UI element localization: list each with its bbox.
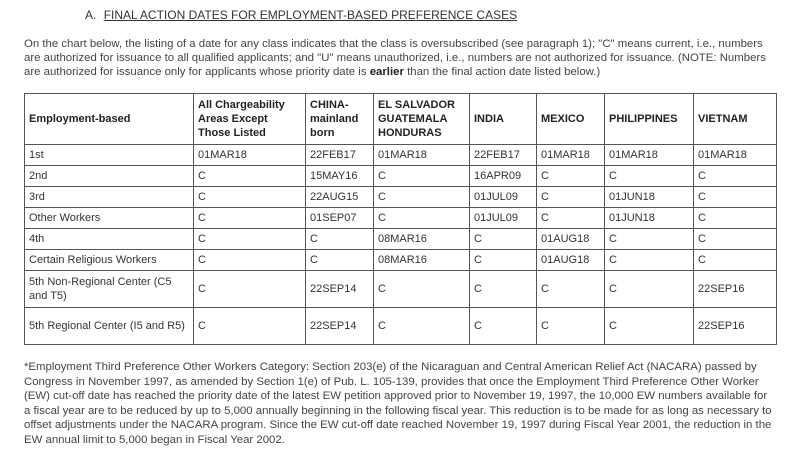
- table-cell: C: [694, 250, 777, 271]
- table-cell: C: [374, 271, 470, 308]
- table-cell: 22AUG15: [306, 187, 374, 208]
- column-header: CHINA-mainland born: [306, 94, 374, 145]
- table-row: [25, 229, 777, 250]
- table-cell: 22SEP14: [306, 271, 374, 308]
- intro-emphasis: earlier: [369, 66, 404, 79]
- column-header: INDIA: [470, 94, 537, 145]
- row-category: 1st: [25, 145, 194, 166]
- table-cell: 01MAR18: [374, 145, 470, 166]
- table-cell: 01AUG18: [537, 229, 605, 250]
- table-cell: C: [694, 166, 777, 187]
- table-cell: 01AUG18: [537, 250, 605, 271]
- table-cell: 01JUN18: [605, 187, 694, 208]
- table-cell: C: [194, 166, 306, 187]
- table-cell: C: [605, 250, 694, 271]
- row-category: 4th: [25, 229, 194, 250]
- table-cell: C: [470, 271, 537, 308]
- row-category: Other Workers: [25, 208, 194, 229]
- final-action-dates-table: [24, 93, 777, 345]
- table-cell: C: [306, 250, 374, 271]
- table-row: [25, 166, 777, 187]
- table-row: [25, 187, 777, 208]
- table-cell: 08MAR16: [374, 229, 470, 250]
- table-row: [25, 271, 777, 308]
- nacara-footnote: *Employment Third Preference Other Workers Category: Section 203(e) of the Nicaraguan and Central American Relief Act (NACARA) passed by Congress in November 1997, as amended by Section 1(e) of Pub. L. 105-139, provides that once the Employment Third Preference Other Worker (EW) cut-off date has reached the priority date of the latest EW petition approved prior to November 19, 1997, the 10,000 EW numbers available for a fiscal year are to be reduced by up to 5,000 annually beginning in the following fiscal year. This reduction is to be made for as long as necessary to offset adjustments under the NACARA program. Since the EW cut-off date reached November 19, 1997 during Fiscal Year 2001, the reduction in the EW annual limit to 5,000 began in Fiscal Year 2002.: [24, 361, 772, 446]
- table-cell: C: [194, 208, 306, 229]
- column-header: Employment-based: [25, 94, 194, 145]
- section-title: FINAL ACTION DATES FOR EMPLOYMENT-BASED PREFERENCE CASES: [103, 8, 518, 22]
- table-cell: 01MAR18: [194, 145, 306, 166]
- table-cell: 15MAY16: [306, 166, 374, 187]
- table-cell: 01JUL09: [470, 187, 537, 208]
- table-cell: C: [605, 166, 694, 187]
- table-cell: C: [694, 229, 777, 250]
- table-cell: C: [470, 229, 537, 250]
- column-header: VIETNAM: [694, 94, 777, 145]
- table-cell: C: [470, 250, 537, 271]
- table-cell: 22SEP14: [306, 308, 374, 345]
- table-cell: 01JUN18: [605, 208, 694, 229]
- table-row: [25, 308, 777, 345]
- table-cell: 01MAR18: [605, 145, 694, 166]
- table-row: [25, 250, 777, 271]
- column-header: MEXICO: [537, 94, 605, 145]
- table-cell: C: [605, 308, 694, 345]
- table-cell: 16APR09: [470, 166, 537, 187]
- row-category: 2nd: [25, 166, 194, 187]
- table-cell: C: [194, 229, 306, 250]
- table-cell: C: [194, 187, 306, 208]
- table-cell: 01SEP07: [306, 208, 374, 229]
- column-header: All Chargeability Areas Except Those Listed: [194, 94, 306, 145]
- intro-text-part1: On the chart below, the listing of a date for any class indicates that the class is oversubscribed (see paragraph 1); "C" means current, i.e., numbers are authorized for issuance to all qualified applicants; and "U" means unauthorized, i.e., numbers are not authorized for issuance. (NOTE: Numbers are authorized for issuance only for applicants whose priority date is: [24, 38, 766, 79]
- table-cell: C: [470, 308, 537, 345]
- table-cell: C: [194, 250, 306, 271]
- table-header-row: [25, 94, 777, 145]
- table-cell: C: [374, 166, 470, 187]
- table-cell: 22FEB17: [470, 145, 537, 166]
- column-header: PHILIPPINES: [605, 94, 694, 145]
- table-cell: 22SEP16: [694, 308, 777, 345]
- section-heading: [85, 8, 517, 22]
- table-cell: C: [605, 229, 694, 250]
- section-letter: A.: [85, 8, 97, 22]
- table-row: [25, 208, 777, 229]
- table-cell: C: [537, 187, 605, 208]
- table-cell: C: [605, 271, 694, 308]
- table-cell: C: [537, 166, 605, 187]
- table-cell: C: [374, 208, 470, 229]
- table-cell: C: [374, 308, 470, 345]
- table-cell: 22FEB17: [306, 145, 374, 166]
- intro-text-part2: than the final action date listed below.): [403, 66, 601, 79]
- table-cell: C: [194, 308, 306, 345]
- table-cell: C: [537, 271, 605, 308]
- table-cell: 01JUL09: [470, 208, 537, 229]
- row-category: Certain Religious Workers: [25, 250, 194, 271]
- table-row: [25, 145, 777, 166]
- table-cell: 08MAR16: [374, 250, 470, 271]
- table-cell: C: [194, 271, 306, 308]
- table-cell: C: [537, 308, 605, 345]
- row-category: 3rd: [25, 187, 194, 208]
- table-cell: 01MAR18: [694, 145, 777, 166]
- table-cell: C: [537, 208, 605, 229]
- table-cell: C: [694, 187, 777, 208]
- table-cell: C: [694, 208, 777, 229]
- intro-paragraph: [24, 37, 776, 80]
- table-cell: C: [306, 229, 374, 250]
- table-cell: C: [374, 187, 470, 208]
- row-category: 5th Non-Regional Center (C5 and T5): [25, 271, 194, 308]
- table-cell: 22SEP16: [694, 271, 777, 308]
- row-category: 5th Regional Center (I5 and R5): [25, 308, 194, 345]
- column-header: EL SALVADOR GUATEMALA HONDURAS: [374, 94, 470, 145]
- table-cell: 01MAR18: [537, 145, 605, 166]
